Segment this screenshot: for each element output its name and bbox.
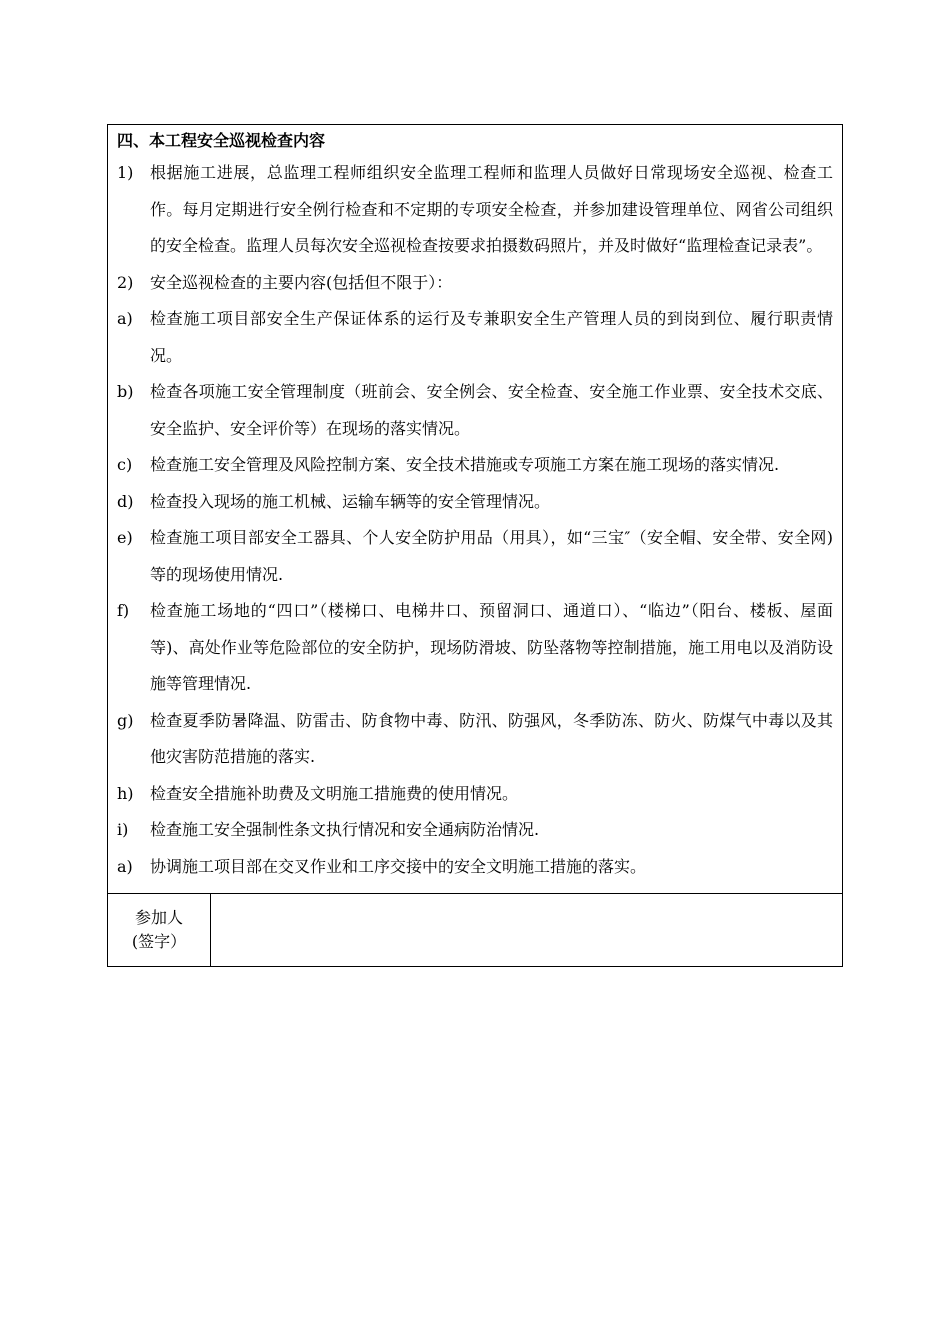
inspection-content-table [107, 124, 843, 967]
list-item [117, 703, 833, 776]
item-text: 检查夏季防暑降温、防雷击、防食物中毒、防汛、防强风，冬季防冻、防火、防煤气中毒以及其他灾害防范措施的落实. [150, 710, 833, 766]
item-text: 检查投入现场的施工机械、运输车辆等的安全管理情况。 [150, 491, 551, 511]
item-marker: 2) [117, 272, 134, 292]
list-item [117, 374, 833, 447]
signature-label [108, 894, 211, 966]
item-marker: b) [117, 382, 134, 401]
list-item [117, 593, 833, 703]
item-marker: h) [117, 783, 134, 803]
item-text: 检查施工安全强制性条文执行情况和安全通病防治情况. [150, 820, 540, 839]
item-text: 协调施工项目部在交叉作业和工序交接中的安全文明施工措施的落实。 [150, 856, 647, 876]
item-marker: f) [117, 601, 130, 620]
list-item [117, 265, 833, 302]
list-item [117, 484, 833, 521]
item-text: 根据施工进展，总监理工程师组织安全监理工程师和监理人员做好日常现场安全巡视、检查工作。每月定期进行安全例行检查和不定期的专项安全检查，并参加建设管理单位、网省公司组织的安全检查。监理人员每次安全巡视检查按要求拍摄数码照片，并及时做好“监理检查记录表”。 [150, 163, 833, 255]
item-marker: a) [117, 309, 133, 328]
item-text: 检查施工项目部安全生产保证体系的运行及专兼职安全生产管理人员的到岗到位、履行职责情况。 [150, 309, 833, 365]
list-item [117, 849, 833, 886]
item-text: 检查施工场地的“四口”（楼梯口、电梯井口、预留洞口、通道口）、“临边”（阳台、楼板、屋面等)、高处作业等危险部位的安全防护，现场防滑坡、防坠落物等控制措施，施工用电以及消防设施等管理情况. [150, 601, 833, 693]
item-marker: e) [117, 528, 133, 547]
item-marker: a) [117, 856, 133, 876]
item-text: 检查安全措施补助费及文明施工措施费的使用情况。 [150, 783, 519, 803]
signature-label-line1: 参加人 [134, 908, 183, 927]
item-text: 检查施工安全管理及风险控制方案、安全技术措施或专项施工方案在施工现场的落实情况. [150, 455, 780, 474]
list-item [117, 776, 833, 813]
item-marker: c) [117, 455, 133, 474]
list-item [117, 301, 833, 374]
item-text: 检查施工项目部安全工器具、个人安全防护用品（用具），如“三宝″（安全帽、安全带、安全网)等的现场使用情况. [150, 528, 833, 584]
signature-label-line2: (签字） [131, 932, 187, 951]
item-marker: d) [117, 491, 134, 511]
signature-row [108, 894, 842, 966]
list-item [117, 812, 833, 849]
item-marker: 1) [117, 163, 134, 182]
item-marker: g) [117, 710, 134, 730]
list-item [117, 155, 833, 265]
item-text: 安全巡视检查的主要内容(包括但不限于）： [150, 272, 453, 292]
section-title: 四、本工程安全巡视检查内容 [117, 131, 326, 150]
signature-area[interactable] [211, 894, 842, 966]
item-marker: i) [117, 820, 129, 839]
item-text: 检查各项施工安全管理制度（班前会、安全例会、安全检查、安全施工作业票、安全技术交底、安全监护、安全评价等）在现场的落实情况。 [150, 382, 833, 438]
list-item [117, 520, 833, 593]
list-item [117, 447, 833, 484]
content-cell [108, 125, 842, 894]
